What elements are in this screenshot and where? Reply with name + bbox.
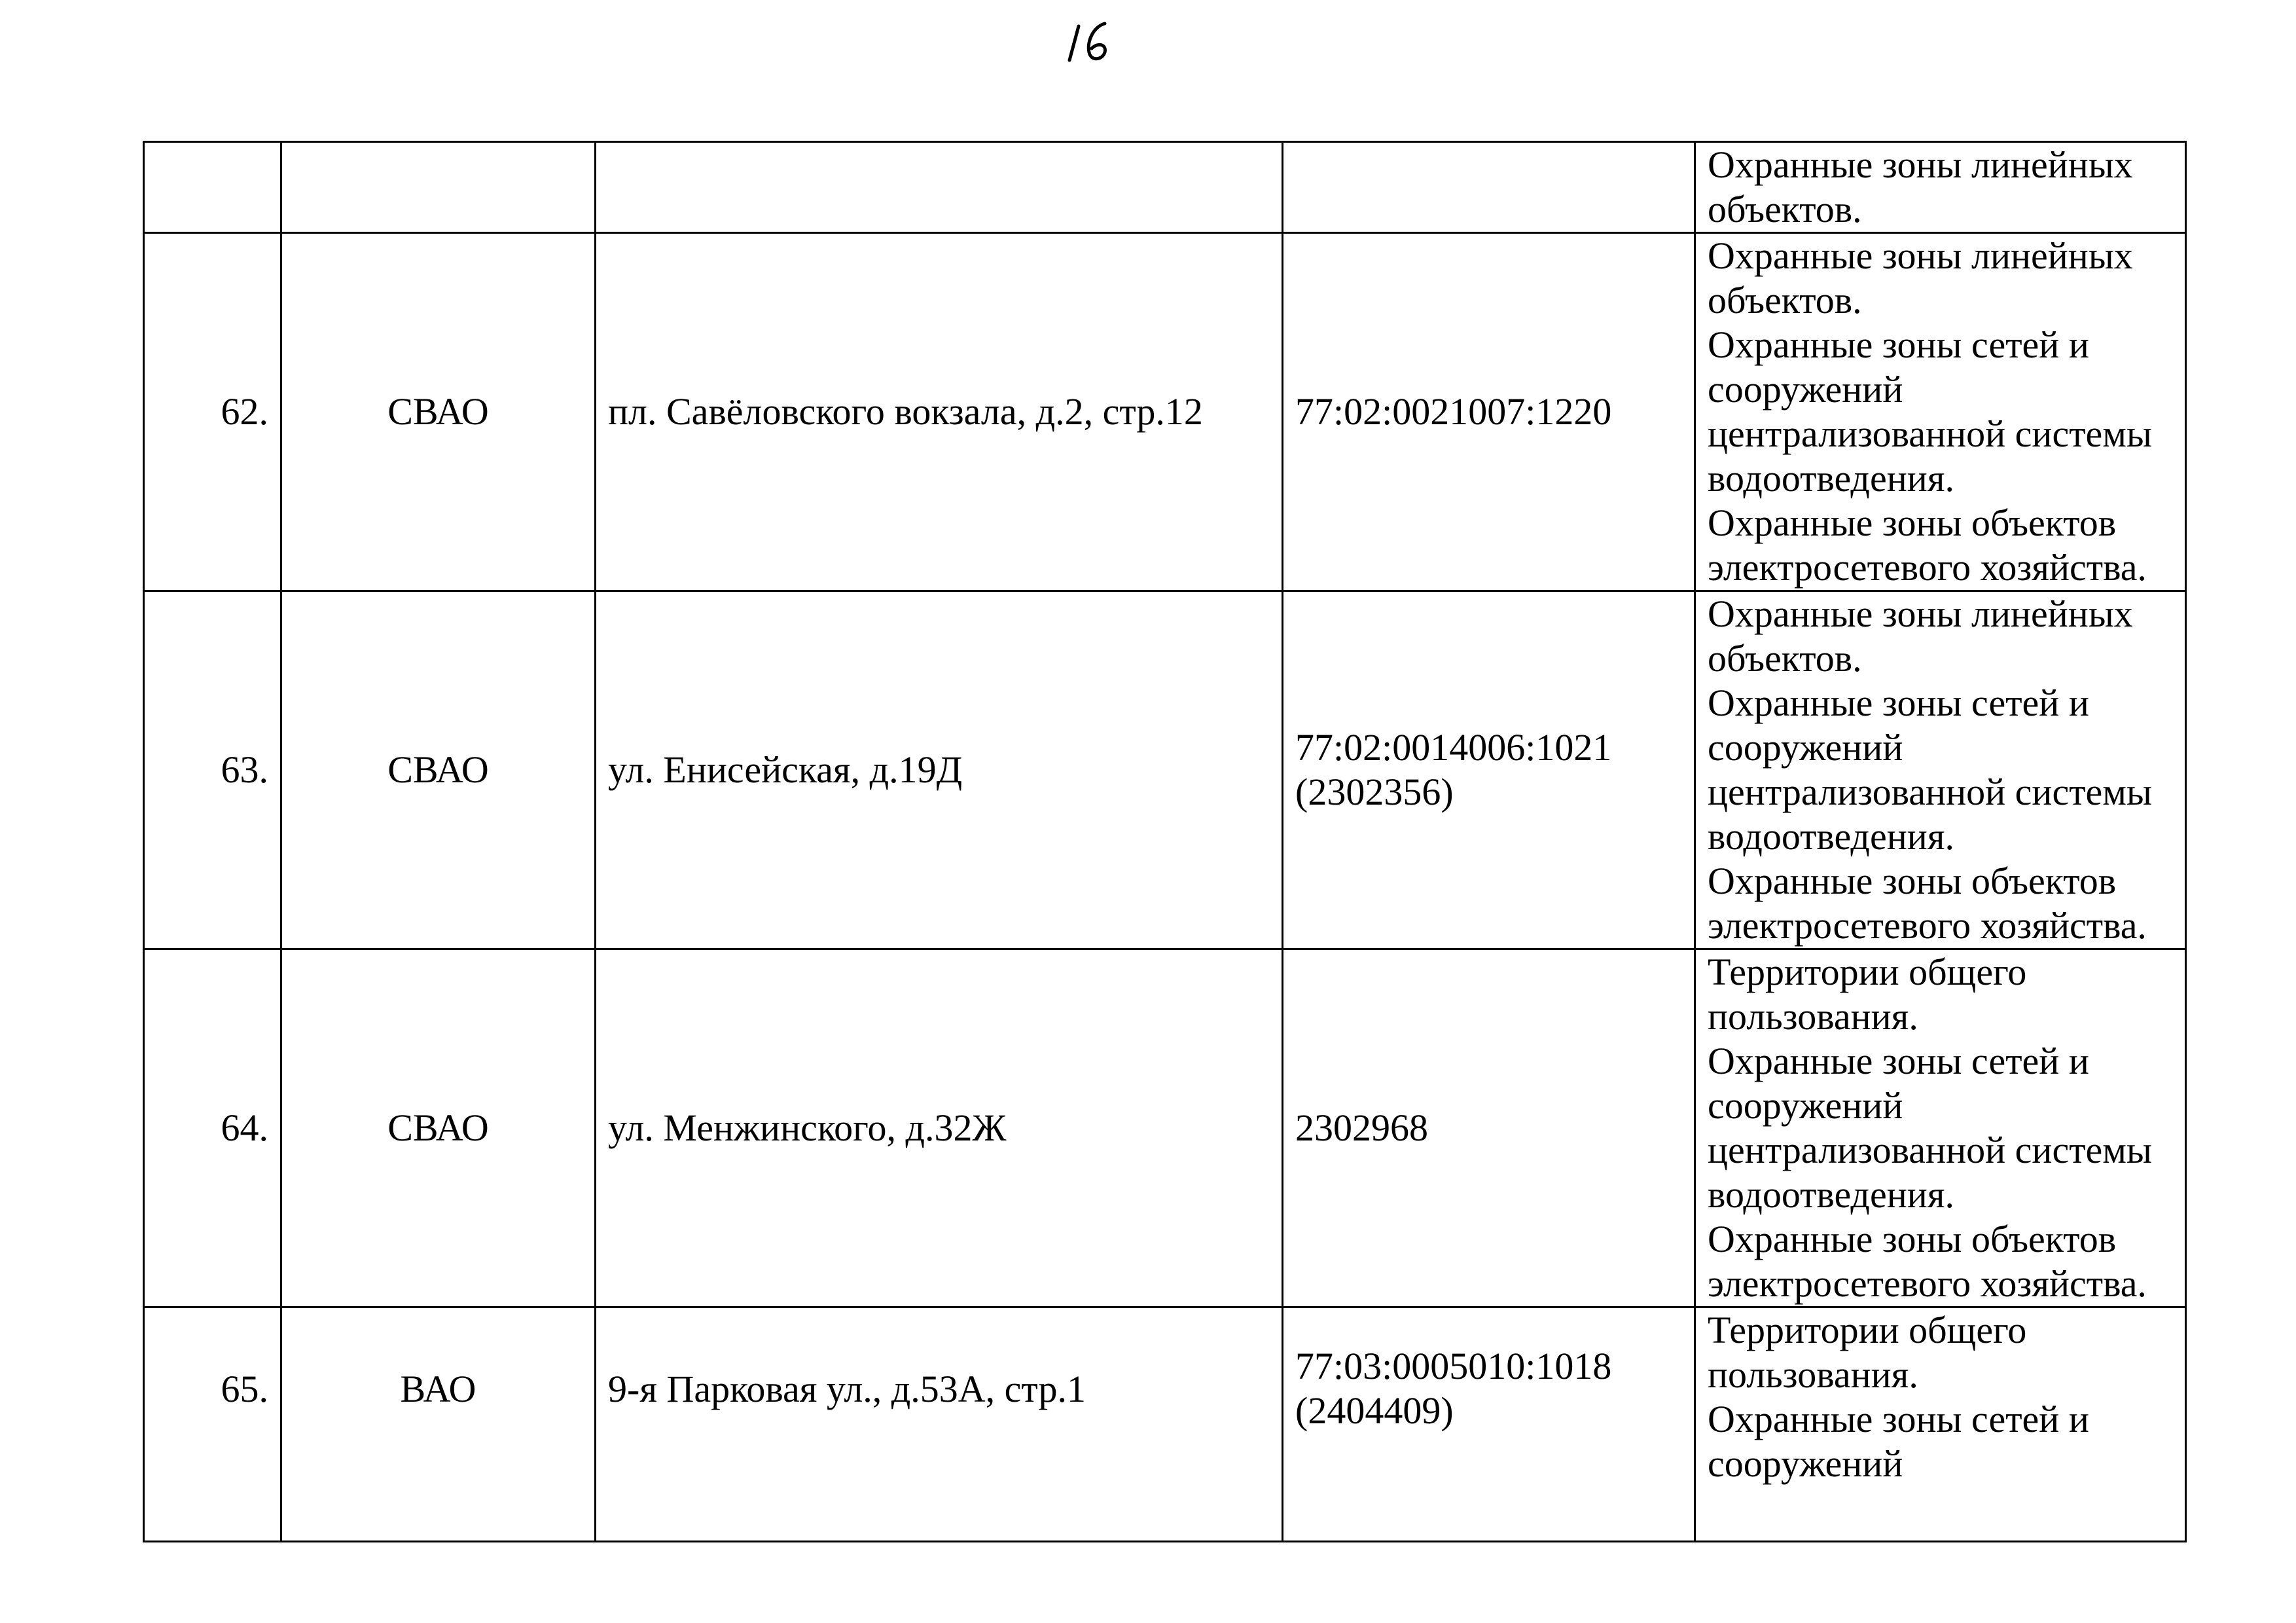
zone-line: Охранные зоны линейных	[1708, 143, 2133, 186]
registry-table	[143, 141, 2187, 1542]
table-row	[144, 1307, 2186, 1542]
zone-line: Охранные зоны линейных	[1708, 234, 2133, 277]
table-row	[144, 142, 2186, 233]
zone-line: централизованной системы	[1708, 1129, 2152, 1171]
row-number: 64.	[144, 949, 281, 1307]
cadastral-number	[1283, 591, 1695, 949]
cadastral-line: 2302968	[1295, 1106, 1428, 1149]
zone-line: Охранные зоны объектов	[1708, 1218, 2117, 1260]
cadastral-line: (2404409)	[1295, 1389, 1454, 1432]
zone-line: объектов.	[1708, 188, 1862, 230]
row-number: 63.	[144, 591, 281, 949]
table-row	[144, 591, 2186, 949]
zone-line: Территории общего	[1708, 951, 2027, 993]
address: пл. Савёловского вокзала, д.2, стр.12	[596, 233, 1283, 591]
zone-line: Охранные зоны сетей и	[1708, 323, 2089, 366]
zone-line: объектов.	[1708, 637, 1862, 680]
cadastral-number	[1283, 233, 1695, 591]
zone-line: Охранные зоны сетей и	[1708, 1040, 2089, 1082]
zone-line: централизованной системы	[1708, 412, 2152, 455]
zone-line: сооружений	[1708, 726, 1903, 769]
row-number: 62.	[144, 233, 281, 591]
zone-line: Охранные зоны сетей и	[1708, 682, 2089, 724]
cadastral-number	[1283, 142, 1695, 233]
zone-line: водоотведения.	[1708, 457, 1954, 500]
zone-line: пользования.	[1708, 995, 1918, 1038]
handwritten-page-number	[1060, 7, 1119, 79]
table-row	[144, 949, 2186, 1307]
district: СВАО	[281, 233, 596, 591]
zone-line: электросетевого хозяйства.	[1708, 904, 2147, 947]
zone-line: Охранные зоны сетей и	[1708, 1398, 2089, 1440]
zone-line: водоотведения.	[1708, 815, 1954, 858]
zone-line: водоотведения.	[1708, 1173, 1954, 1216]
restriction-zones	[1695, 591, 2186, 949]
zone-line: Охранные зоны объектов	[1708, 501, 2117, 544]
cadastral-line: 77:02:0014006:1021	[1295, 726, 1612, 769]
zone-line: электросетевого хозяйства.	[1708, 546, 2147, 589]
zone-line: сооружений	[1708, 368, 1903, 410]
cadastral-number	[1283, 949, 1695, 1307]
cadastral-line: 77:03:0005010:1018	[1295, 1345, 1612, 1387]
zone-line: Охранные зоны объектов	[1708, 860, 2117, 902]
district: СВАО	[281, 591, 596, 949]
table-row	[144, 233, 2186, 591]
zone-line: пользования.	[1708, 1353, 1918, 1396]
zone-line: Территории общего	[1708, 1309, 2027, 1351]
row-number: 65.	[144, 1307, 281, 1542]
district: СВАО	[281, 949, 596, 1307]
cadastral-line: 77:02:0021007:1220	[1295, 390, 1612, 433]
zone-line: электросетевого хозяйства.	[1708, 1262, 2147, 1305]
zone-line: Охранные зоны линейных	[1708, 593, 2133, 635]
restriction-zones	[1695, 949, 2186, 1307]
district	[281, 142, 596, 233]
row-number	[144, 142, 281, 233]
zone-line: централизованной системы	[1708, 771, 2152, 813]
district: ВАО	[281, 1307, 596, 1542]
restriction-zones	[1695, 233, 2186, 591]
cadastral-line: (2302356)	[1295, 771, 1454, 813]
address: ул. Менжинского, д.32Ж	[596, 949, 1283, 1307]
address: 9-я Парковая ул., д.53А, стр.1	[596, 1307, 1283, 1542]
address: ул. Енисейская, д.19Д	[596, 591, 1283, 949]
zone-line: сооружений	[1708, 1084, 1903, 1127]
cadastral-number	[1283, 1307, 1695, 1542]
zone-line: объектов.	[1708, 279, 1862, 321]
address	[596, 142, 1283, 233]
handwritten-page-number-glyphs	[1060, 7, 1119, 79]
restriction-zones	[1695, 142, 2186, 233]
restriction-zones	[1695, 1307, 2186, 1542]
zone-line: сооружений	[1708, 1442, 1903, 1485]
